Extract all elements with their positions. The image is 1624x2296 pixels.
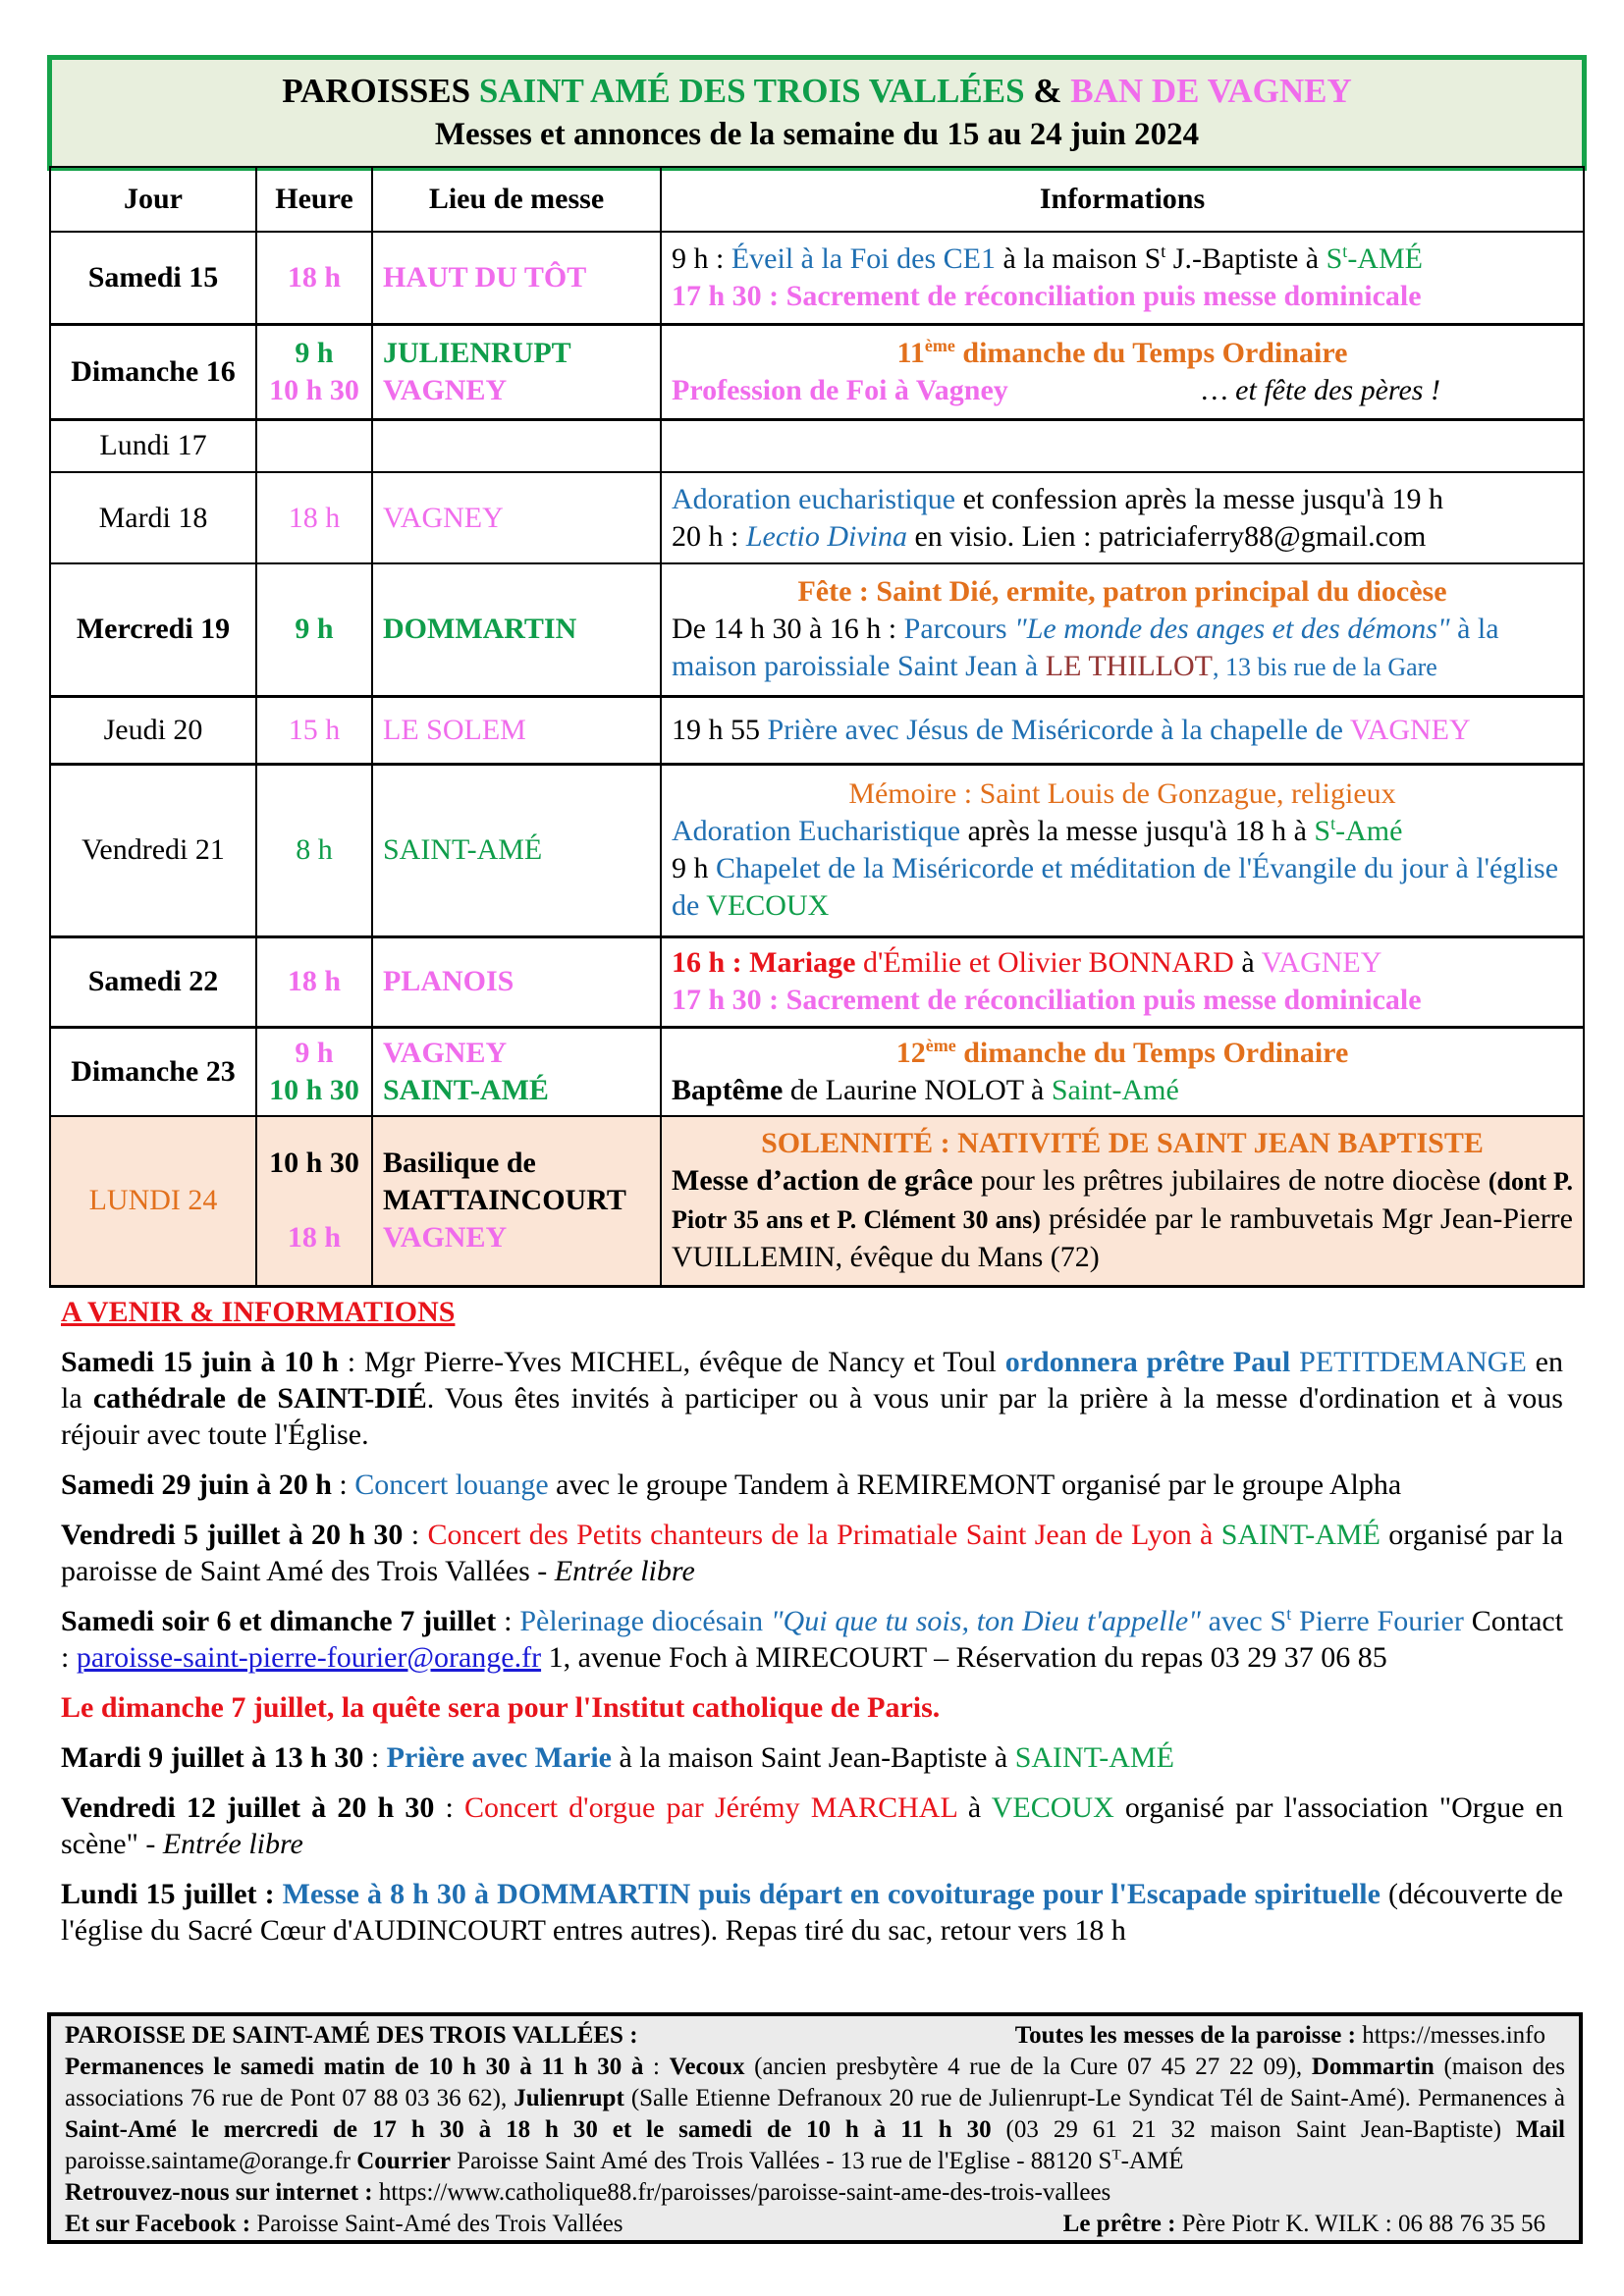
info-line [672,712,1573,749]
text: : [643,2054,670,2080]
info-text: Adoration eucharistique [672,482,956,515]
time-cell [256,1116,372,1286]
info-text: Éveil à la Foi des CE1 [731,241,996,275]
parish-name-saint-ame: SAINT AMÉ DES TROIS VALLÉES [478,72,1025,110]
info-sup: t [1330,814,1336,833]
event-date: Lundi 15 juillet : [61,1878,275,1910]
info-cell [661,324,1584,419]
event-date: Mardi 9 juillet à 13 h 30 [61,1741,364,1774]
info-text: , 13 bis rue de la Gare [1212,652,1437,681]
event-item [61,1739,1563,1776]
location-cell [372,419,661,472]
info-text: Prière avec Jésus de Miséricorde à la chapelle de [767,713,1350,746]
info-text: 11 [896,336,925,369]
all-masses-info [1015,2020,1565,2052]
info-text: Adoration Eucharistique [672,815,961,847]
time-cell [256,324,372,419]
info-cell [661,1027,1584,1116]
location-cell: LE SOLEM [372,696,661,764]
label: Retrouvez-nous sur internet : [65,2179,373,2206]
facebook-page: Paroisse Saint-Amé des Trois Vallées [250,2211,623,2237]
table-row [50,696,1584,764]
event-date: Vendredi 12 juillet à 20 h 30 [61,1791,435,1824]
location-cell: DOMMARTIN [372,563,661,696]
event-date: Samedi 29 juin à 20 h [61,1468,332,1501]
info-text: VAGNEY [1261,946,1382,979]
day-cell: Dimanche 16 [50,324,256,419]
info-line: 17 h 30 : Sacrement de réconciliation puis messe dominicale [672,279,1422,312]
info-text: 19 h 55 [672,713,768,746]
event-text: avec S [1200,1605,1287,1637]
event-text: : [363,1741,387,1774]
footer-title: PAROISSE DE SAINT-AMÉ DES TROIS VALLÉES : [65,2022,638,2049]
header-subtitle: Messes et annonces de la semaine du 15 au 24 juin 2024 [434,117,1200,152]
column-header-informations: Informations [661,167,1584,232]
info-text: 20 h : [672,519,746,553]
text: (ancien presbytère 4 rue de la Cure 07 45 27 22 09), [744,2054,1312,2080]
info-text: Profession de Foi à Vagney [672,373,1008,406]
location-cell [372,1027,661,1116]
event-text: SAINT-AMÉ [1014,1741,1174,1774]
time-cell [256,419,372,472]
info-text: de Laurine NOLOT à [783,1073,1052,1106]
info-text: 16 h : Mariage [672,946,856,979]
info-text: dimanche du Temps Ordinaire [955,1036,1349,1069]
info-cell [661,696,1584,764]
info-sup: ème [925,1035,956,1055]
info-text: … et fête des pères ! [1202,373,1440,406]
table-header-row [50,167,1584,232]
label: Courrier [356,2148,452,2174]
table-row [50,563,1584,696]
info-text: 9 h [672,852,716,884]
column-header-lieu: Lieu de messe [372,167,661,232]
event-text: Pèlerinage diocésain [519,1605,771,1637]
event-text: Concert d'orgue par Jérémy MARCHAL [464,1791,957,1824]
info-text: VECOUX [706,889,830,922]
time-cell: 18 h [256,232,372,324]
event-text: Concert louange [354,1468,549,1501]
location-cell: HAUT DU TÔT [372,232,661,324]
event-text: : [403,1519,428,1551]
info-text: d'Émilie et Olivier BONNARD [855,946,1234,979]
event-text: Pierre Fourier [1291,1605,1464,1637]
priest-info [1063,2209,1565,2240]
text: (03 29 61 21 32 maison Saint Jean-Baptiste) [991,2116,1516,2143]
info-text: "Le monde des anges et des démons" [1014,612,1450,645]
info-text: à la maison S [995,241,1162,275]
info-text: à [1233,946,1262,979]
table-row [50,324,1584,419]
header-title [52,70,1582,113]
day-cell: Samedi 22 [50,936,256,1027]
info-sup: t [1342,240,1348,261]
event-text: Contact : [61,1605,1564,1674]
column-header-jour: Jour [50,167,256,232]
location-cell: SAINT-AMÉ [372,764,661,936]
info-text: Baptême [672,1073,784,1106]
header-banner [47,55,1587,171]
parish-name-ban-de-vagney: BAN DE VAGNEY [1070,72,1352,110]
website-url: https://www.catholique88.fr/paroisses/paroisse-saint-ame-des-trois-vallees [372,2179,1111,2206]
info-text: S [1314,815,1331,847]
label: Julienrupt [514,2085,624,2111]
event-text: : [434,1791,465,1824]
table-row [50,936,1584,1027]
info-line [672,611,1573,686]
info-line: SOLENNITÉ : NATIVITÉ DE SAINT JEAN BAPTISTE [761,1127,1484,1160]
info-cell [661,232,1584,324]
event-date: Samedi 15 juin à 10 h [61,1346,339,1378]
location-value: VAGNEY [383,1221,508,1255]
info-cell [661,472,1584,563]
time-cell: 9 h [256,563,372,696]
time-cell: 18 h [256,936,372,1027]
table-row [50,472,1584,563]
priest-contact: Père Piotr K. WILK : 06 88 76 35 56 [1175,2211,1545,2237]
text: (maison des associations 76 rue de Pont 07 88 03 36 62), [65,2054,1565,2111]
collection-notice: Le dimanche 7 juillet, la quête sera pour l'Institut catholique de Paris. [61,1691,941,1724]
table-row-highlighted [50,1116,1584,1286]
event-text: : [496,1605,520,1637]
info-line [672,1035,1573,1072]
section-heading: A VENIR & INFORMATIONS [61,1296,456,1328]
label: Permanences le samedi matin de 10 h 30 à 11 h 30 à [65,2054,644,2080]
info-text: -Amé [1335,815,1403,847]
day-cell: Mercredi 19 [50,563,256,696]
mail-address: paroisse.saintame@orange.fr [65,2148,357,2174]
info-text: VAGNEY [1349,713,1471,746]
info-line [672,813,1573,850]
event-text: Concert des Petits chanteurs de la Primatiale Saint Jean de Lyon [427,1519,1192,1551]
event-sup: t [1286,1604,1292,1624]
label: Vecoux [669,2054,745,2080]
info-cell [661,764,1584,936]
upcoming-events-section [61,1294,1563,1962]
time-cell [256,1027,372,1116]
table-row [50,1027,1584,1116]
postal-address: Paroisse Saint Amé des Trois Vallées - 13 rue de l'Eglise - 88120 S [451,2148,1112,2174]
info-text: Chapelet de la Miséricorde et méditation de l'Évangile du jour à l'église de [672,852,1559,922]
info-cell [661,563,1584,696]
event-item [61,1876,1563,1949]
location-cell [372,324,661,419]
event-text: : [331,1468,355,1501]
contact-email-link[interactable]: paroisse-saint-pierre-fourier@orange.fr [76,1641,542,1674]
info-text: à la maison paroissiale Saint Jean à [672,612,1499,682]
info-line [672,518,1573,556]
info-text: Saint-Amé [1051,1073,1179,1106]
text: -AMÉ [1120,2148,1184,2174]
location-cell: VAGNEY [372,472,661,563]
info-text: LE THILLOT [1045,649,1213,682]
parish-contact-box [47,2012,1583,2244]
info-line [672,1162,1573,1276]
event-text: en la [61,1346,1564,1415]
label: Le prêtre : [1062,2211,1176,2237]
day-cell: Samedi 15 [50,232,256,324]
sup: T [1111,2147,1121,2163]
info-cell [661,419,1584,472]
info-text: pour les prêtres jubilaires de notre diocèse [973,1164,1489,1198]
info-sup: ème [924,335,955,355]
info-line [672,240,1573,278]
event-text: Messe à 8 h 30 à DOMMARTIN puis départ en covoiturage pour l'Escapade spirituelle [282,1878,1380,1910]
time-value: 18 h [287,1221,342,1255]
day-cell: Vendredi 21 [50,764,256,936]
event-text: organisé par l'association "Orgue en scène" - [61,1791,1564,1860]
day-cell: Jeudi 20 [50,696,256,764]
event-text: ordonnera prêtre Paul [1004,1346,1291,1378]
event-text: VECOUX [991,1791,1114,1824]
label: Toutes les messes de la paroisse : [1014,2022,1356,2049]
info-text: dimanche du Temps Ordinaire [954,336,1348,369]
event-date: Samedi soir 6 et dimanche 7 juillet [61,1605,497,1637]
location-value: Basilique de MATTAINCOURT [383,1147,626,1217]
info-text: présidée par le rambuvetais Mgr Jean-Pierre VUILLEMIN, évêque du Mans (72) [672,1202,1573,1274]
info-text: 9 h : [672,241,731,275]
event-text: avec le groupe Tandem à REMIREMONT organisé par le groupe Alpha [548,1468,1402,1501]
text: (Salle Etienne Defranoux 20 rue de Julienrupt-Le Syndicat Tél de Saint-Amé). Permanences à [623,2085,1565,2111]
internet-row [65,2177,1565,2209]
event-text: PETITDEMANGE [1299,1346,1527,1378]
info-line [672,481,1573,518]
day-cell: LUNDI 24 [50,1116,256,1286]
event-text: SAINT-AMÉ [1220,1519,1380,1551]
time-cell: 18 h [256,472,372,563]
event-text: Entrée libre [162,1828,303,1860]
info-line: Mémoire : Saint Louis de Gonzague, religieux [848,777,1396,810]
event-text: Prière avec Marie [386,1741,612,1774]
info-text: De 14 h 30 à 16 h : [672,612,904,645]
footer-title-row [65,2020,1565,2052]
day-cell: Dimanche 23 [50,1027,256,1116]
event-text: Entrée libre [554,1555,695,1587]
event-text: à [956,1791,992,1824]
table-row [50,232,1584,324]
location-value: JULIENRUPT [383,336,571,369]
event-text: . Vous êtes invités à participer ou à vous unir par la prière à la messe d'ordination et à vous réjouir avec toute l'Église. [61,1382,1563,1451]
info-line [672,944,1573,982]
title-prefix: PAROISSES [282,72,479,110]
time-value: 10 h 30 [269,1073,359,1106]
event-text: cathédrale de SAINT-DIÉ [92,1382,427,1415]
event-text: organisé par la paroisse de Saint Amé des Trois Vallées - [61,1519,1564,1587]
event-text [275,1878,283,1910]
event-item [61,1789,1563,1862]
time-value: 10 h 30 [269,373,359,406]
facebook-info [65,2209,623,2240]
location-cell: PLANOIS [372,936,661,1027]
event-date: Vendredi 5 juillet à 20 h 30 [61,1519,404,1551]
table-row [50,764,1584,936]
info-cell [661,1116,1584,1286]
all-masses-url: https://messes.info [1355,2022,1545,2049]
facebook-priest-row [65,2209,1565,2240]
info-line [672,850,1573,925]
info-text: J.-Baptiste à [1165,241,1326,275]
day-cell: Lundi 17 [50,419,256,472]
info-line: 17 h 30 : Sacrement de réconciliation puis messe dominicale [672,984,1422,1016]
info-text: Messe d’action de grâce [672,1164,973,1198]
time-value: 9 h [295,1036,334,1069]
info-text: en visio. Lien : patriciaferry88@gmail.com [906,519,1427,553]
event-item [61,1344,1563,1453]
info-text: après la messe jusqu'à 18 h à [960,815,1315,847]
location-value: VAGNEY [383,1036,508,1069]
time-value: 9 h [295,336,334,369]
time-value: 10 h 30 [269,1147,359,1180]
mass-schedule-table [49,166,1585,1288]
info-line [672,1072,1573,1109]
location-value: SAINT-AMÉ [383,1073,549,1106]
day-cell: Mardi 18 [50,472,256,563]
title-ampersand: & [1024,72,1071,110]
location-value: VAGNEY [383,373,508,406]
info-cell [661,936,1584,1027]
info-text: (dont P. Piotr 35 ans et P. Clément 30 ans) [672,1167,1573,1235]
info-line [672,372,1573,409]
location-cell [372,1116,661,1286]
event-text: 1, avenue Foch à MIRECOURT – Réservation du repas 03 29 37 06 85 [541,1641,1387,1674]
column-header-heure: Heure [256,167,372,232]
event-text: à [1191,1519,1221,1551]
event-text: "Qui que tu sois, ton Dieu t'appelle" [770,1605,1201,1637]
info-sup: t [1161,240,1166,261]
label: Mail [1516,2116,1565,2143]
event-item [61,1467,1563,1503]
info-text: et confession après la messe jusqu'à 19 h [955,482,1444,515]
event-text: (découverte de l'église du Sacré Cœur d'AUDINCOURT entres autres). Repas tiré du sac, retour vers 18 h [61,1878,1564,1947]
event-item [61,1517,1563,1589]
table-row [50,419,1584,472]
info-text: -AMÉ [1347,241,1423,275]
info-line: Fête : Saint Dié, ermite, patron principal du diocèse [797,574,1447,608]
label: Et sur Facebook : [65,2211,251,2237]
time-cell: 15 h [256,696,372,764]
info-text: Parcours [903,612,1015,645]
time-cell: 8 h [256,764,372,936]
label: Dommartin [1311,2054,1435,2080]
permanences-text [65,2052,1565,2177]
info-text: 12 [895,1036,926,1069]
info-text: Lectio Divina [745,519,907,553]
info-line [672,335,1573,372]
event-text: à la maison Saint Jean-Baptiste à [611,1741,1015,1774]
info-text: S [1326,241,1343,275]
event-text: : Mgr Pierre-Yves MICHEL, évêque de Nancy et Toul [338,1346,1005,1378]
event-item [61,1603,1563,1676]
label: Saint-Amé le mercredi de 17 h 30 à 18 h 30 et le samedi de 10 h à 11 h 30 [65,2116,992,2143]
